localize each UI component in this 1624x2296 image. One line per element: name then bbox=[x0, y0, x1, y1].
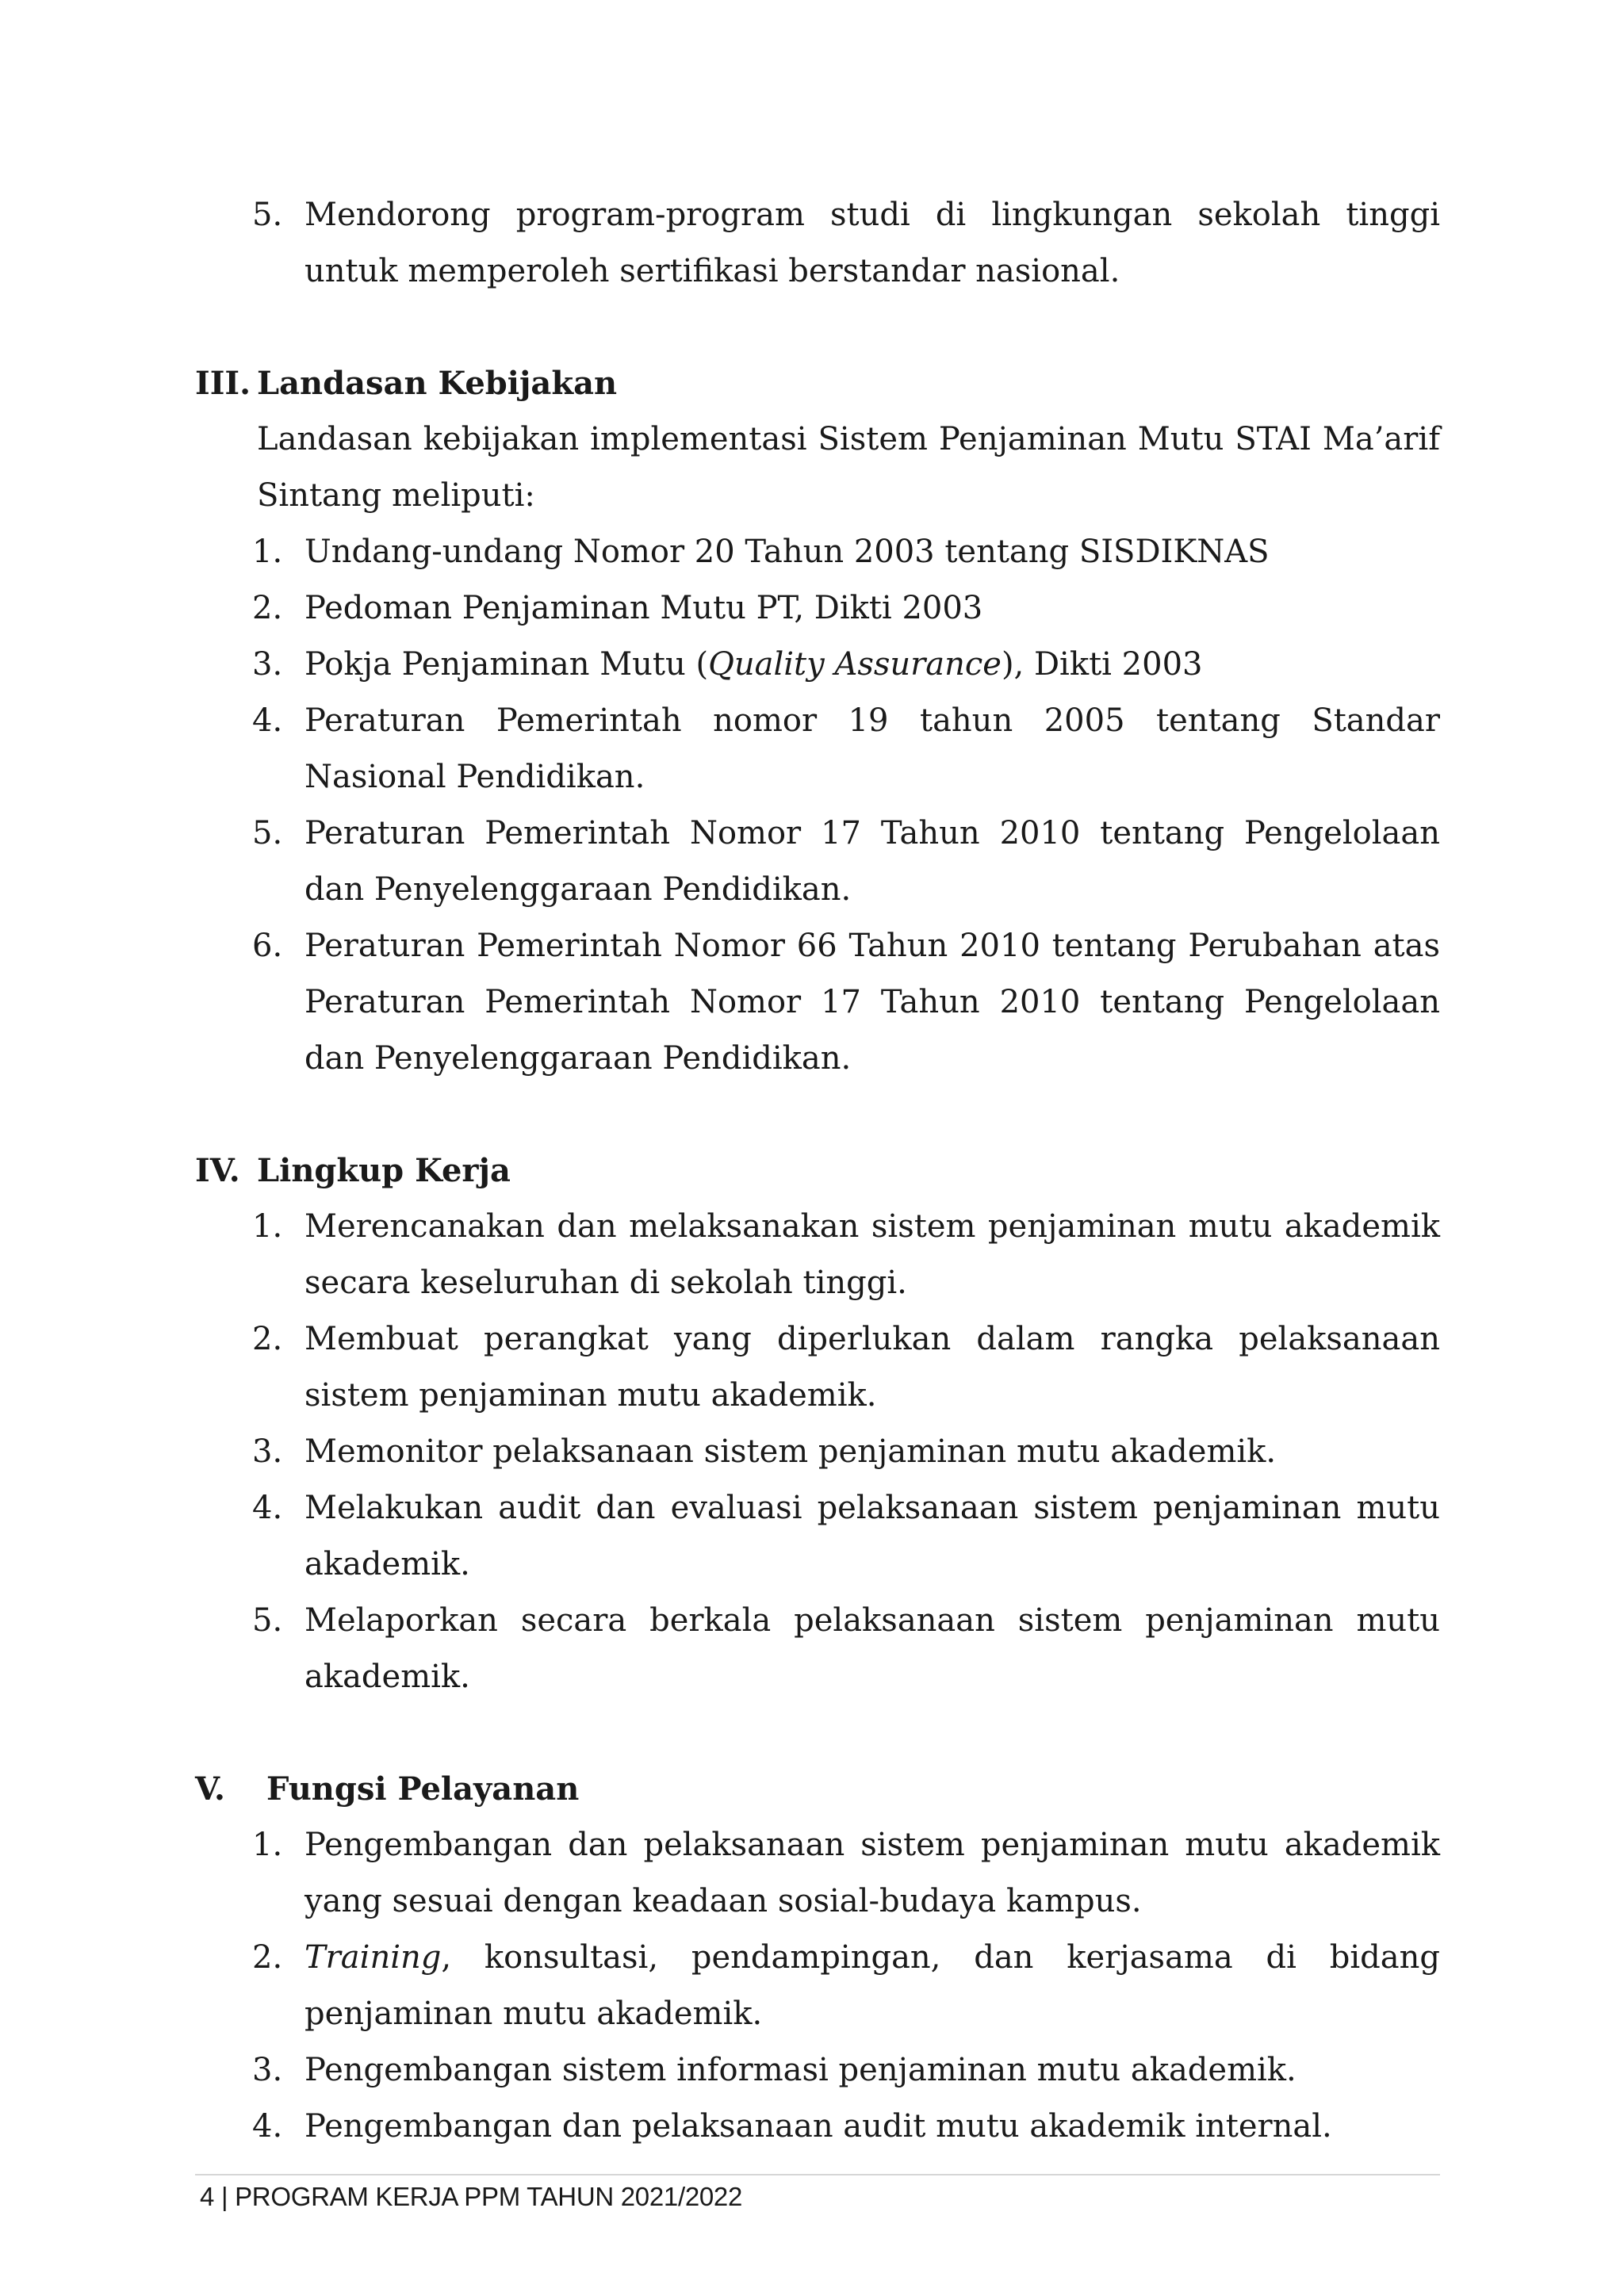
list-number: 5. bbox=[252, 1602, 283, 1639]
list-number: 2. bbox=[252, 590, 283, 626]
list-text-post: ), Dikti 2003 bbox=[1001, 646, 1203, 683]
list-number: 1. bbox=[252, 1208, 283, 1245]
list-item bbox=[195, 1424, 1440, 1480]
section-numeral: III. bbox=[195, 365, 251, 402]
list-number: 1. bbox=[252, 534, 283, 570]
list-text-italic: Quality Assurance bbox=[708, 646, 1002, 683]
list-item bbox=[195, 693, 1440, 806]
footer-divider bbox=[195, 2174, 1440, 2175]
list-text-italic: Training bbox=[304, 1939, 442, 1976]
section-heading-fungsi-pelayanan bbox=[195, 1761, 1440, 1817]
list-text: Membuat perangkat yang diperlukan dalam rangka pelaksanaan sistem penjaminan mutu akademik. bbox=[304, 1321, 1440, 1414]
service-list bbox=[195, 1817, 1440, 2155]
list-item bbox=[195, 2042, 1440, 2099]
list-text: Melaporkan secara berkala pelaksanaan sistem penjaminan mutu akademik. bbox=[304, 1602, 1440, 1695]
list-item bbox=[195, 806, 1440, 918]
list-text: Pengembangan dan pelaksanaan audit mutu akademik internal. bbox=[304, 2108, 1332, 2145]
section-title: Fungsi Pelayanan bbox=[266, 1770, 580, 1808]
list-number: 4. bbox=[252, 1490, 283, 1526]
list-number: 3. bbox=[252, 646, 283, 683]
list-text: Peraturan Pemerintah Nomor 66 Tahun 2010 tentang Perubahan atas Peraturan Pemerintah Nomor 17 Tahun 2010 tentang Pengelolaan dan Penyelenggaraan Pendidikan. bbox=[304, 928, 1440, 1077]
section-intro: Landasan kebijakan implementasi Sistem Penjaminan Mutu STAI Ma’arif Sintang meliputi: bbox=[257, 421, 1440, 514]
list-number: 3. bbox=[252, 2052, 283, 2088]
continued-list bbox=[195, 187, 1440, 300]
list-text: Peraturan Pemerintah Nomor 17 Tahun 2010 tentang Pengelolaan dan Penyelenggaraan Pendidikan. bbox=[304, 815, 1440, 908]
section-title: Lingkup Kerja bbox=[257, 1152, 511, 1189]
list-item bbox=[195, 918, 1440, 1087]
section-numeral: V. bbox=[195, 1770, 225, 1808]
list-number: 4. bbox=[252, 702, 283, 739]
list-text: Pengembangan dan pelaksanaan sistem penjaminan mutu akademik yang sesuai dengan keadaan sosial-budaya kampus. bbox=[304, 1827, 1440, 1919]
list-text: Melakukan audit dan evaluasi pelaksanaan sistem penjaminan mutu akademik. bbox=[304, 1490, 1440, 1582]
list-number: 3. bbox=[252, 1433, 283, 1470]
list-text: Mendorong program-program studi di lingkungan sekolah tinggi untuk memperoleh sertifikasi berstandar nasional. bbox=[304, 197, 1440, 289]
section-title: Landasan Kebijakan bbox=[257, 365, 618, 402]
list-number: 4. bbox=[252, 2108, 283, 2145]
list-item bbox=[195, 1199, 1440, 1311]
list-text: Pedoman Penjaminan Mutu PT, Dikti 2003 bbox=[304, 590, 983, 626]
page-footer bbox=[200, 2182, 742, 2212]
list-text: Memonitor pelaksanaan sistem penjaminan mutu akademik. bbox=[304, 1433, 1277, 1470]
list-item bbox=[195, 1930, 1440, 2042]
section-heading-lingkup-kerja bbox=[195, 1142, 1440, 1199]
list-number: 5. bbox=[252, 197, 283, 233]
list-number: 1. bbox=[252, 1827, 283, 1863]
list-number: 5. bbox=[252, 815, 283, 851]
footer-title: PROGRAM KERJA PPM TAHUN 2021/2022 bbox=[235, 2182, 743, 2211]
page-content bbox=[195, 187, 1440, 2155]
page-number: 4 bbox=[200, 2182, 215, 2211]
footer-separator: | bbox=[220, 2182, 228, 2211]
list-number: 2. bbox=[252, 1939, 283, 1976]
scope-list bbox=[195, 1199, 1440, 1705]
list-item bbox=[195, 2099, 1440, 2155]
list-number: 2. bbox=[252, 1321, 283, 1357]
list-item bbox=[195, 637, 1440, 693]
list-item bbox=[195, 580, 1440, 637]
list-number: 6. bbox=[252, 928, 283, 964]
policy-list bbox=[195, 524, 1440, 1087]
list-text: Peraturan Pemerintah nomor 19 tahun 2005 tentang Standar Nasional Pendidikan. bbox=[304, 702, 1440, 795]
list-text: Undang-undang Nomor 20 Tahun 2003 tentang SISDIKNAS bbox=[304, 534, 1270, 570]
list-item bbox=[195, 1311, 1440, 1424]
list-item bbox=[195, 524, 1440, 580]
list-text: Pengembangan sistem informasi penjaminan mutu akademik. bbox=[304, 2052, 1297, 2088]
list-item bbox=[195, 1593, 1440, 1705]
list-item bbox=[195, 1817, 1440, 1930]
section-numeral: IV. bbox=[195, 1152, 240, 1189]
list-item bbox=[195, 1480, 1440, 1593]
list-text: Merencanakan dan melaksanakan sistem penjaminan mutu akademik secara keseluruhan di sekolah tinggi. bbox=[304, 1208, 1440, 1301]
list-text-pre: Pokja Penjaminan Mutu ( bbox=[304, 646, 709, 683]
section-heading-landasan-kebijakan bbox=[195, 355, 1440, 411]
list-text-post: , konsultasi, pendampingan, dan kerjasama di bidang penjaminan mutu akademik. bbox=[304, 1939, 1440, 2032]
list-item bbox=[195, 187, 1440, 300]
